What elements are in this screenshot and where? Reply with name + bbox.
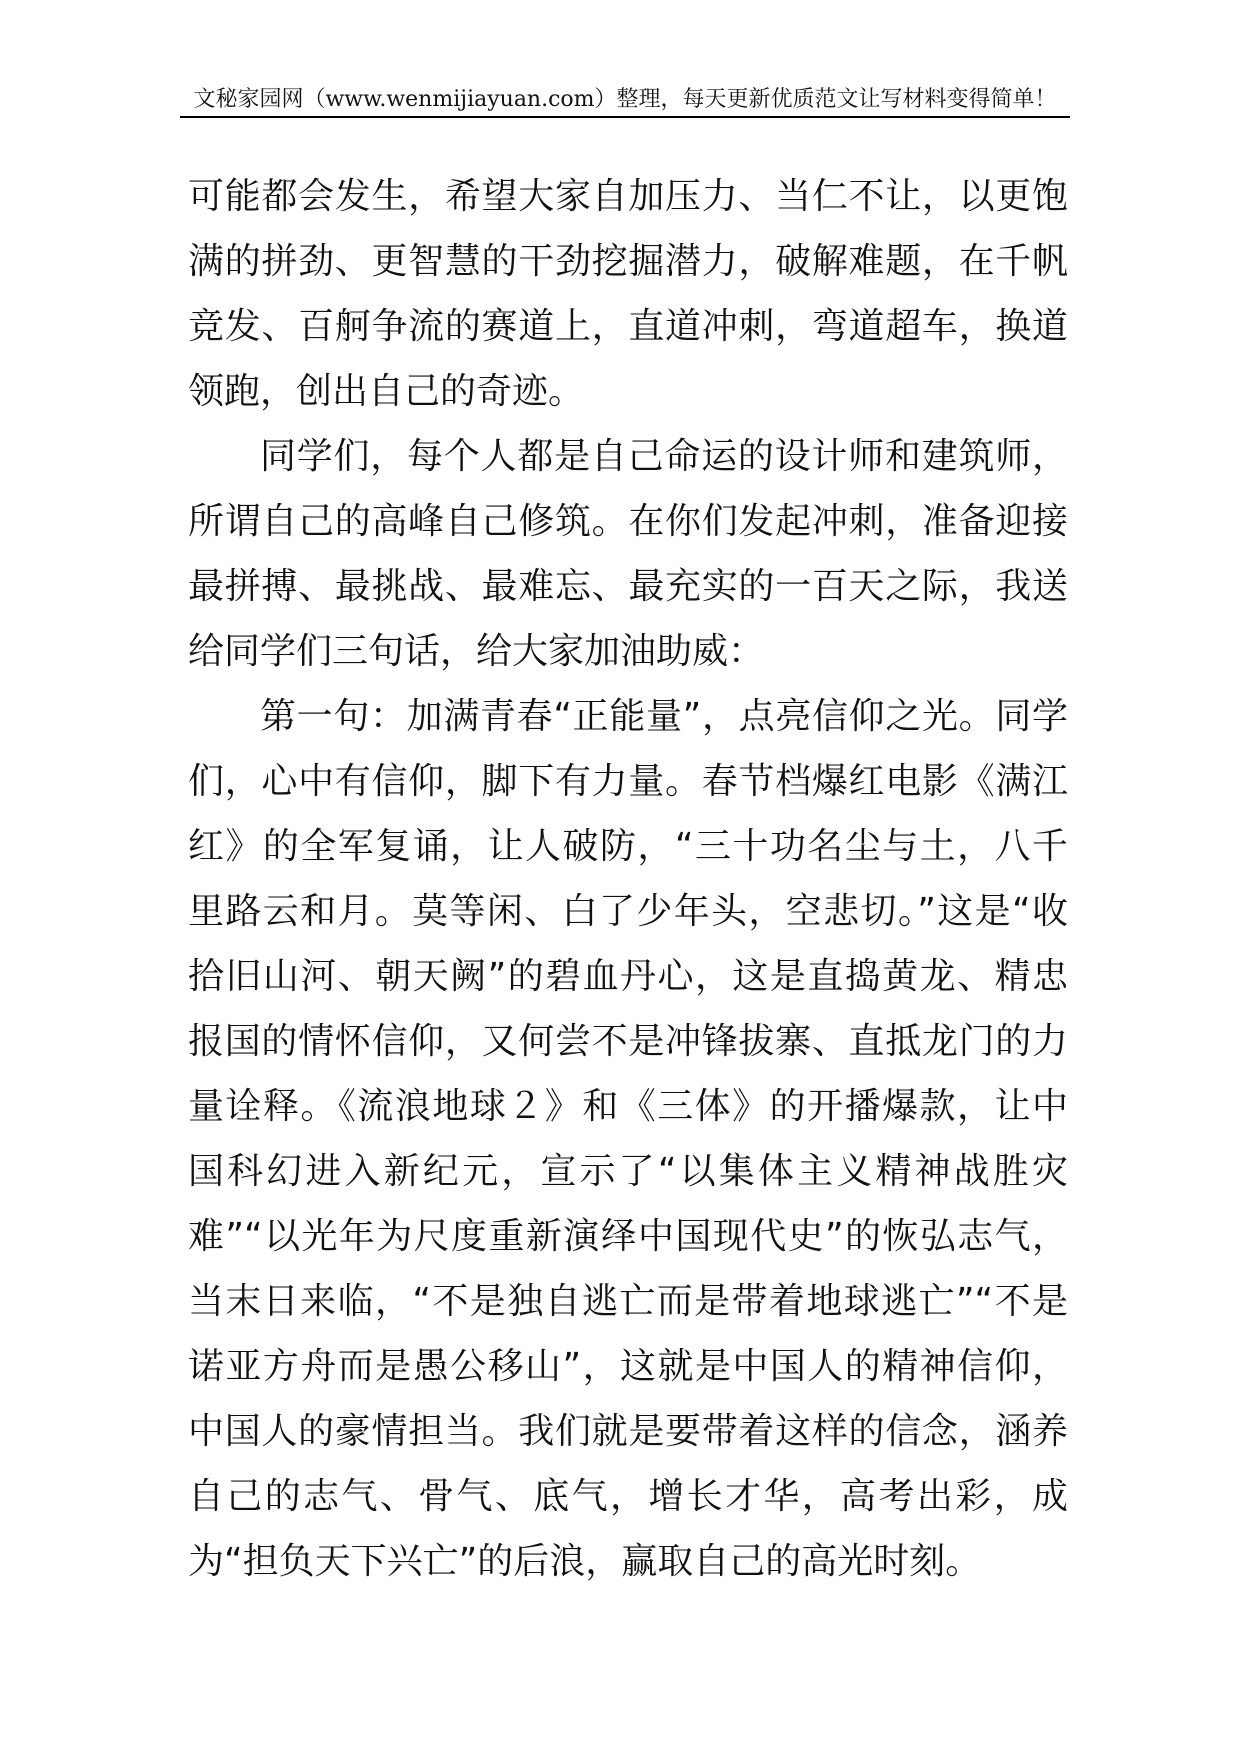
paragraph-intro: 同学们，每个人都是自己命运的设计师和建筑师，所谓自己的高峰自己修筑。在你们发起冲刺，准备迎接最拼搏、最挑战、最难忘、最充实的一百天之际，我送给同学们三句话，给大家加油助威： bbox=[188, 436, 1068, 672]
page-header bbox=[180, 86, 1070, 118]
paragraph-first-point: 第一句：加满青春“正能量”，点亮信仰之光。同学们，心中有信仰，脚下有力量。春节档爆红电影《满江红》的全军复诵，让人破防，“三十功名尘与土，八千里路云和月。莫等闲、白了少年头，空悲切。”这是“收拾旧山河、朝天阙”的碧血丹心，这是直捣黄龙、精忠报国的情怀信仰，又何尝不是冲锋拔寨、直抵龙门的力量诠释。《流浪地球２》和《三体》的开播爆款，让中国科幻进入新纪元，宣示了“以集体主义精神战胜灾难”“以光年为尺度重新演绎中国现代史”的恢弘志气，当末日来临，“不是独自逃亡而是带着地球逃亡”“不是诺亚方舟而是愚公移山”，这就是中国人的精神信仰，中国人的豪情担当。我们就是要带着这样的信念，涵养自己的志气、骨气、底气，增长才华，高考出彩，成为“担负天下兴亡”的后浪，赢取自己的高光时刻。 bbox=[188, 696, 1068, 1582]
document-body bbox=[188, 164, 1068, 1594]
paragraph-continuation: 可能都会发生，希望大家自加压力、当仁不让，以更饱满的拼劲、更智慧的干劲挖掘潜力，破解难题，在千帆竞发、百舸争流的赛道上，直道冲刺，弯道超车，换道领跑，创出自己的奇迹。 bbox=[188, 176, 1068, 412]
header-text: 文秘家园网（www.wenmijiayuan.com）整理，每天更新优质范文让写材料变得简单！ bbox=[193, 87, 1057, 112]
